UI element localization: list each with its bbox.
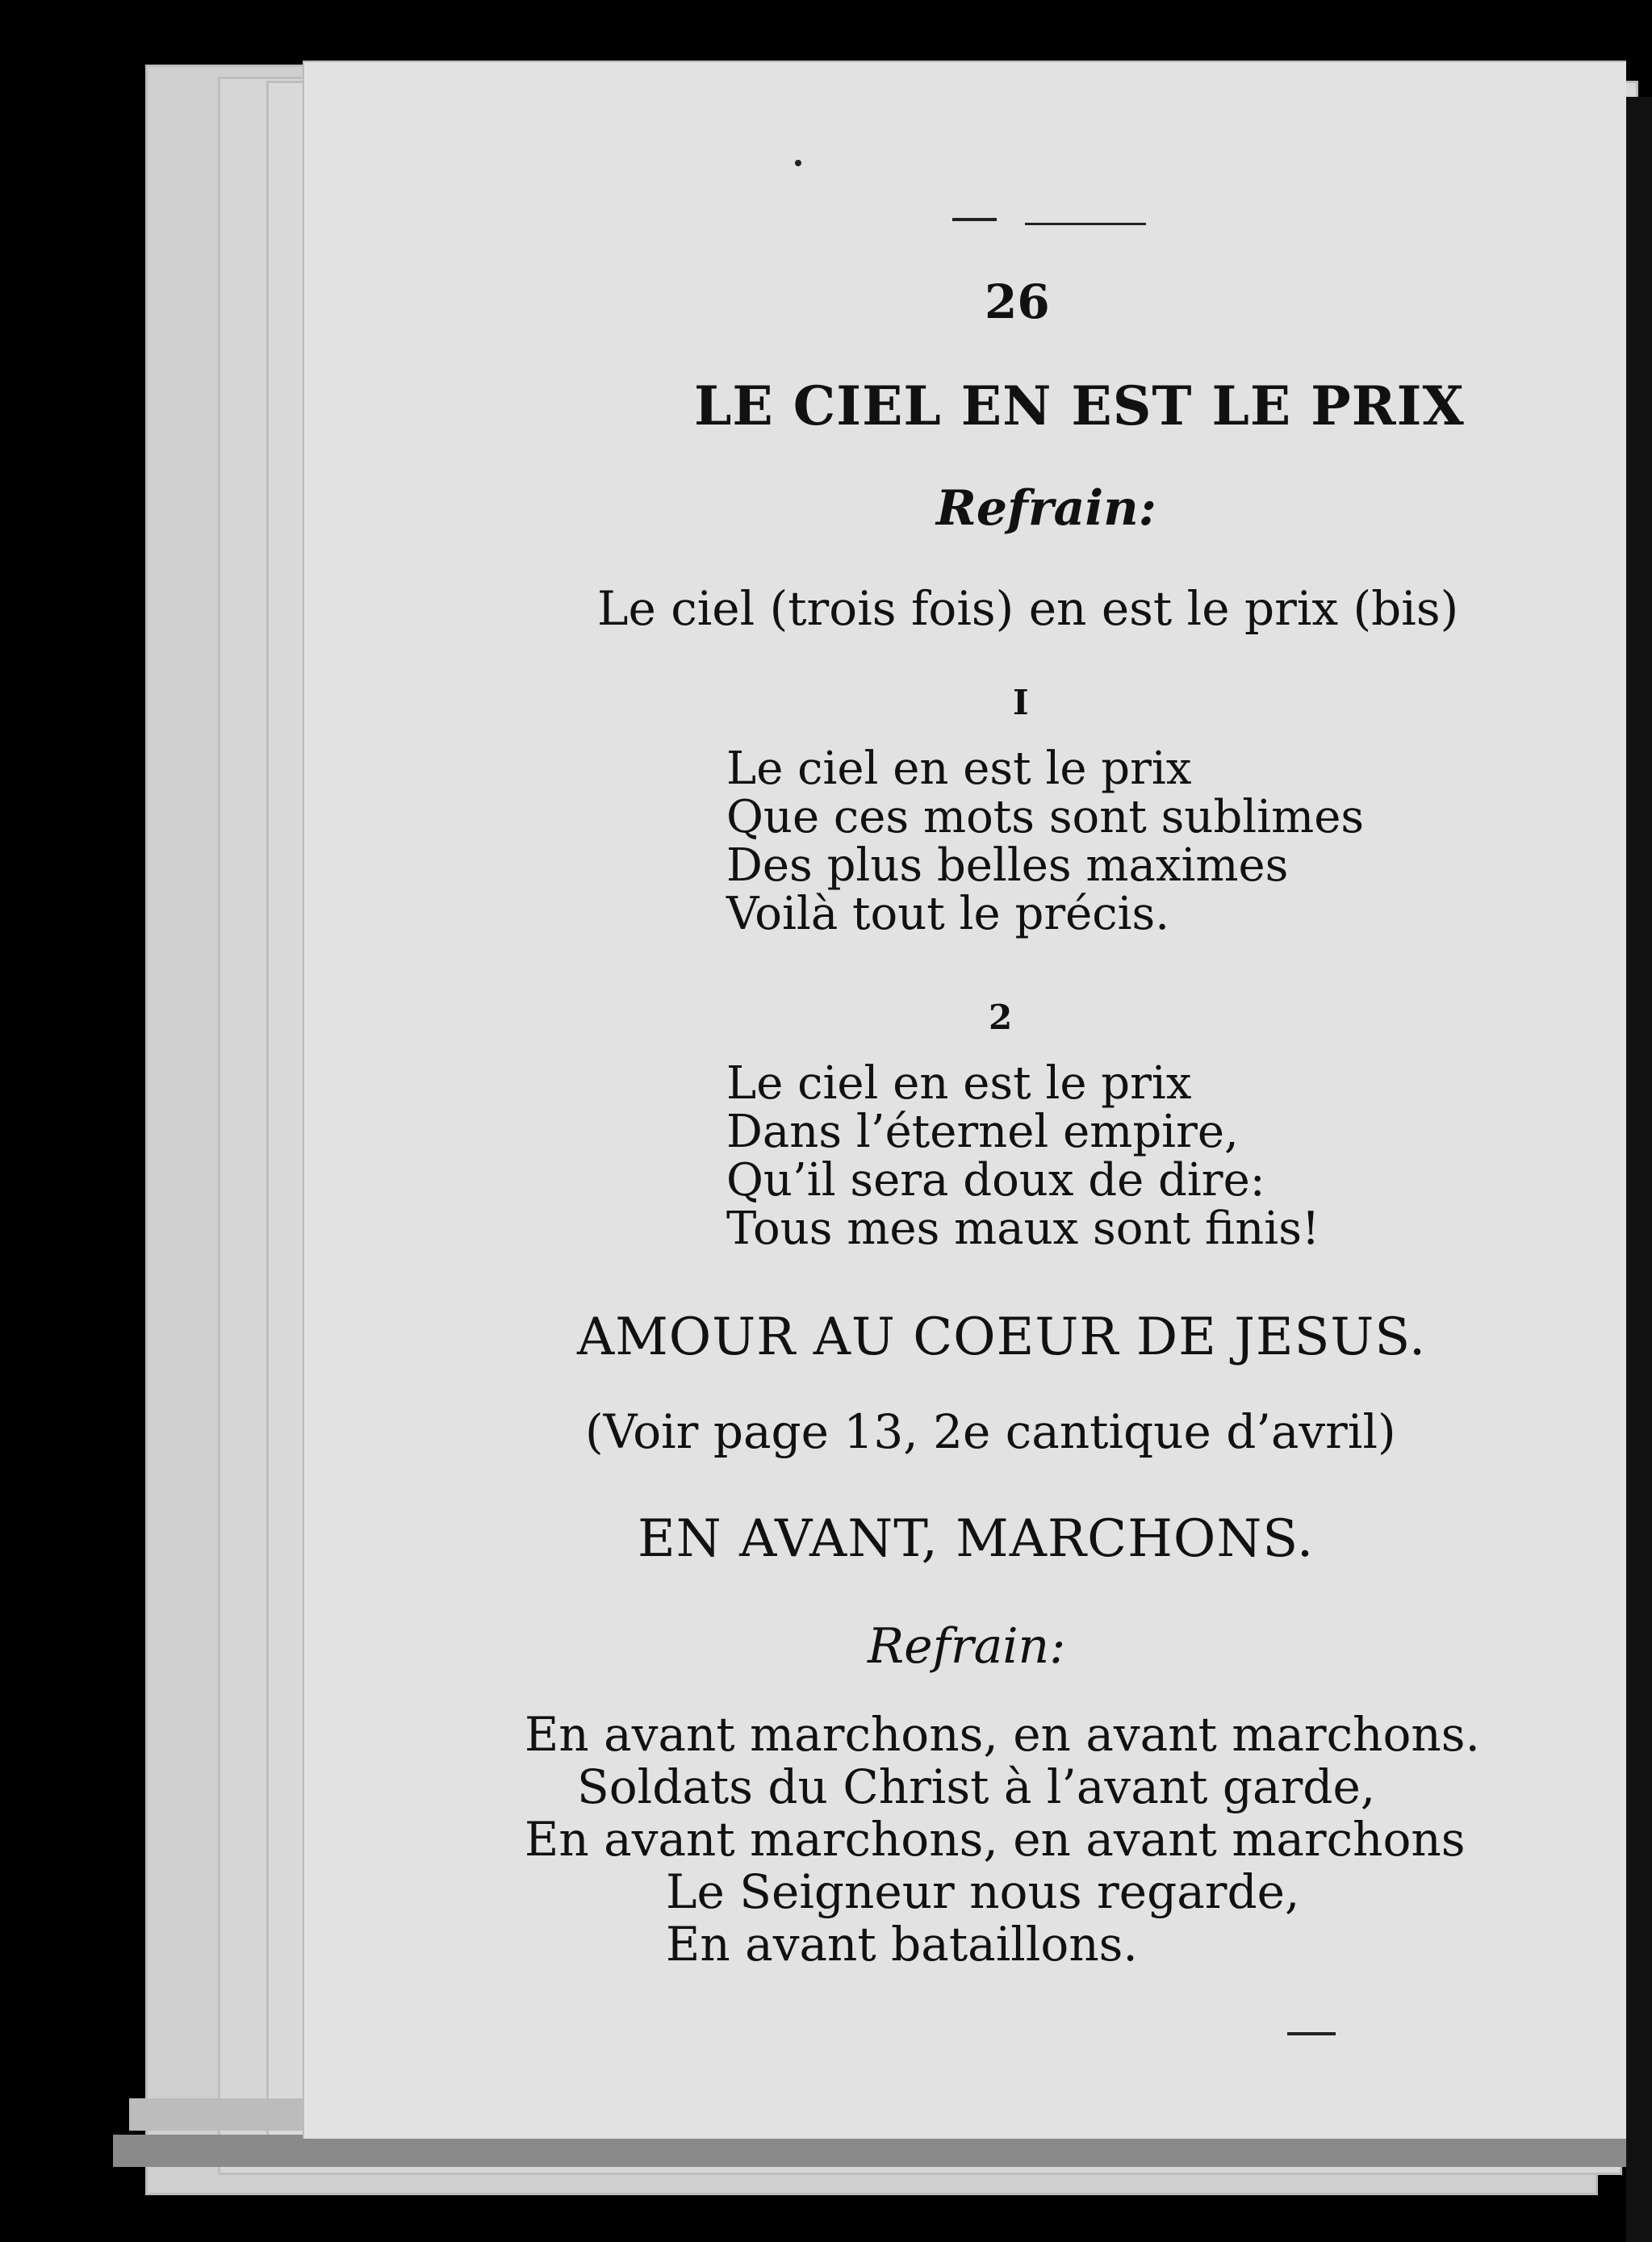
verse-line: Des plus belles maximes [726,839,1289,892]
verse-line: Dans l’éternel empire, [726,1106,1239,1158]
verse-number: I [1013,683,1029,722]
refrain-line: En avant marchons, en avant marchons [525,1812,1466,1867]
refrain-line: Le Seigneur nous regarde, [666,1864,1300,1919]
verse-line: Tous mes maux sont finis! [726,1203,1320,1255]
page-bottom-edge-shadow [113,2135,1630,2167]
page-number: 26 [985,274,1050,329]
refrain-line: En avant bataillons. [666,1917,1138,1972]
ink-dash [1025,223,1146,225]
refrain-label: Refrain: [868,1618,1066,1675]
ink-speck [795,160,801,166]
verse-line: Qu’il sera doux de dire: [726,1154,1265,1207]
right-binding-shadow [1626,97,1652,2242]
verse-line: Le ciel en est le prix [726,1057,1192,1110]
song-title-amour: AMOUR AU COEUR DE JESUS. [577,1307,1427,1367]
verse-number: 2 [989,998,1013,1037]
song-title-le-ciel: LE CIEL EN EST LE PRIX [694,374,1465,437]
verse-line: Voilà tout le précis. [726,888,1170,940]
refrain-line: Le ciel (trois fois) en est le prix (bis) [597,581,1459,636]
ink-dash [1287,2032,1336,2035]
refrain-label: Refrain: [936,480,1156,537]
song-title-en-avant: EN AVANT, MARCHONS. [638,1509,1315,1569]
ink-dash [952,218,997,221]
verse-line: Que ces mots sont sublimes [726,791,1365,843]
refrain-line: Soldats du Christ à l’avant garde, [577,1759,1376,1814]
song-reference: (Voir page 13, 2e cantique d’avril) [585,1404,1396,1459]
refrain-line: En avant marchons, en avant marchons. [525,1707,1480,1762]
verse-line: Le ciel en est le prix [726,742,1192,795]
